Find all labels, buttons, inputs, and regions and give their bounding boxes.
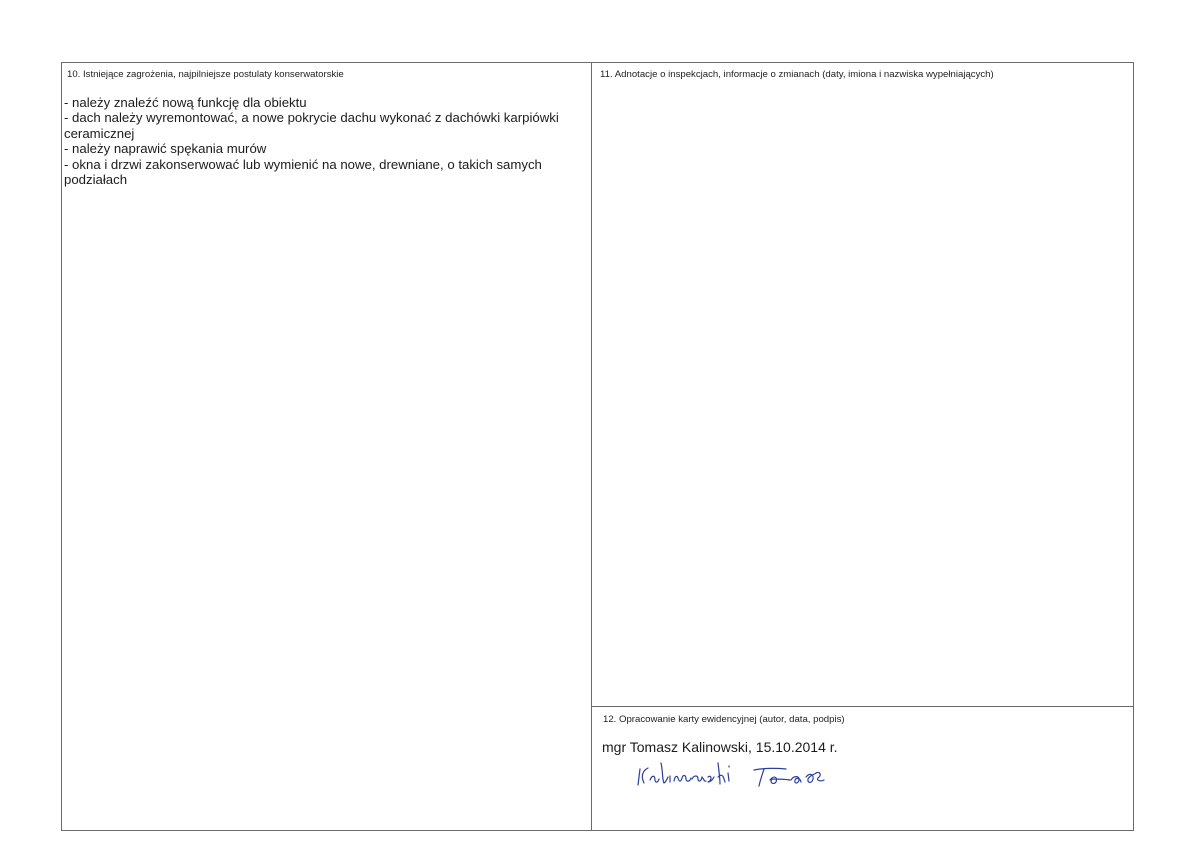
section-11-annotations (592, 63, 1133, 707)
postulate-item: - należy naprawić spękania murów (64, 141, 267, 157)
conservation-postulates-list (64, 95, 586, 187)
evidence-card-form (61, 62, 1134, 831)
section-12-card-author (592, 707, 1133, 830)
postulate-item: - okna i drzwi zakonserwować lub wymienić na nowe, drewniane, o takich samych podziałach (64, 156, 542, 188)
handwritten-signature (628, 755, 898, 795)
section-10-heading: 10. Istniejące zagrożenia, najpilniejsze postulaty konserwatorskie (67, 69, 344, 80)
postulate-item: - dach należy wyremontować, a nowe pokrycie dachu wykonać z dachówki karpiówki ceramicznej (64, 110, 559, 141)
postulate-item: - należy znaleźć nową funkcję dla obiektu (64, 95, 307, 110)
section-10-threats (62, 63, 592, 830)
section-11-heading: 11. Adnotacje o inspekcjach, informacje o zmianach (daty, imiona i nazwiska wypełniających) (600, 69, 994, 80)
author-date-line: mgr Tomasz Kalinowski, 15.10.2014 r. (602, 739, 838, 755)
section-12-heading: 12. Opracowanie karty ewidencyjnej (autor, data, podpis) (603, 714, 845, 725)
